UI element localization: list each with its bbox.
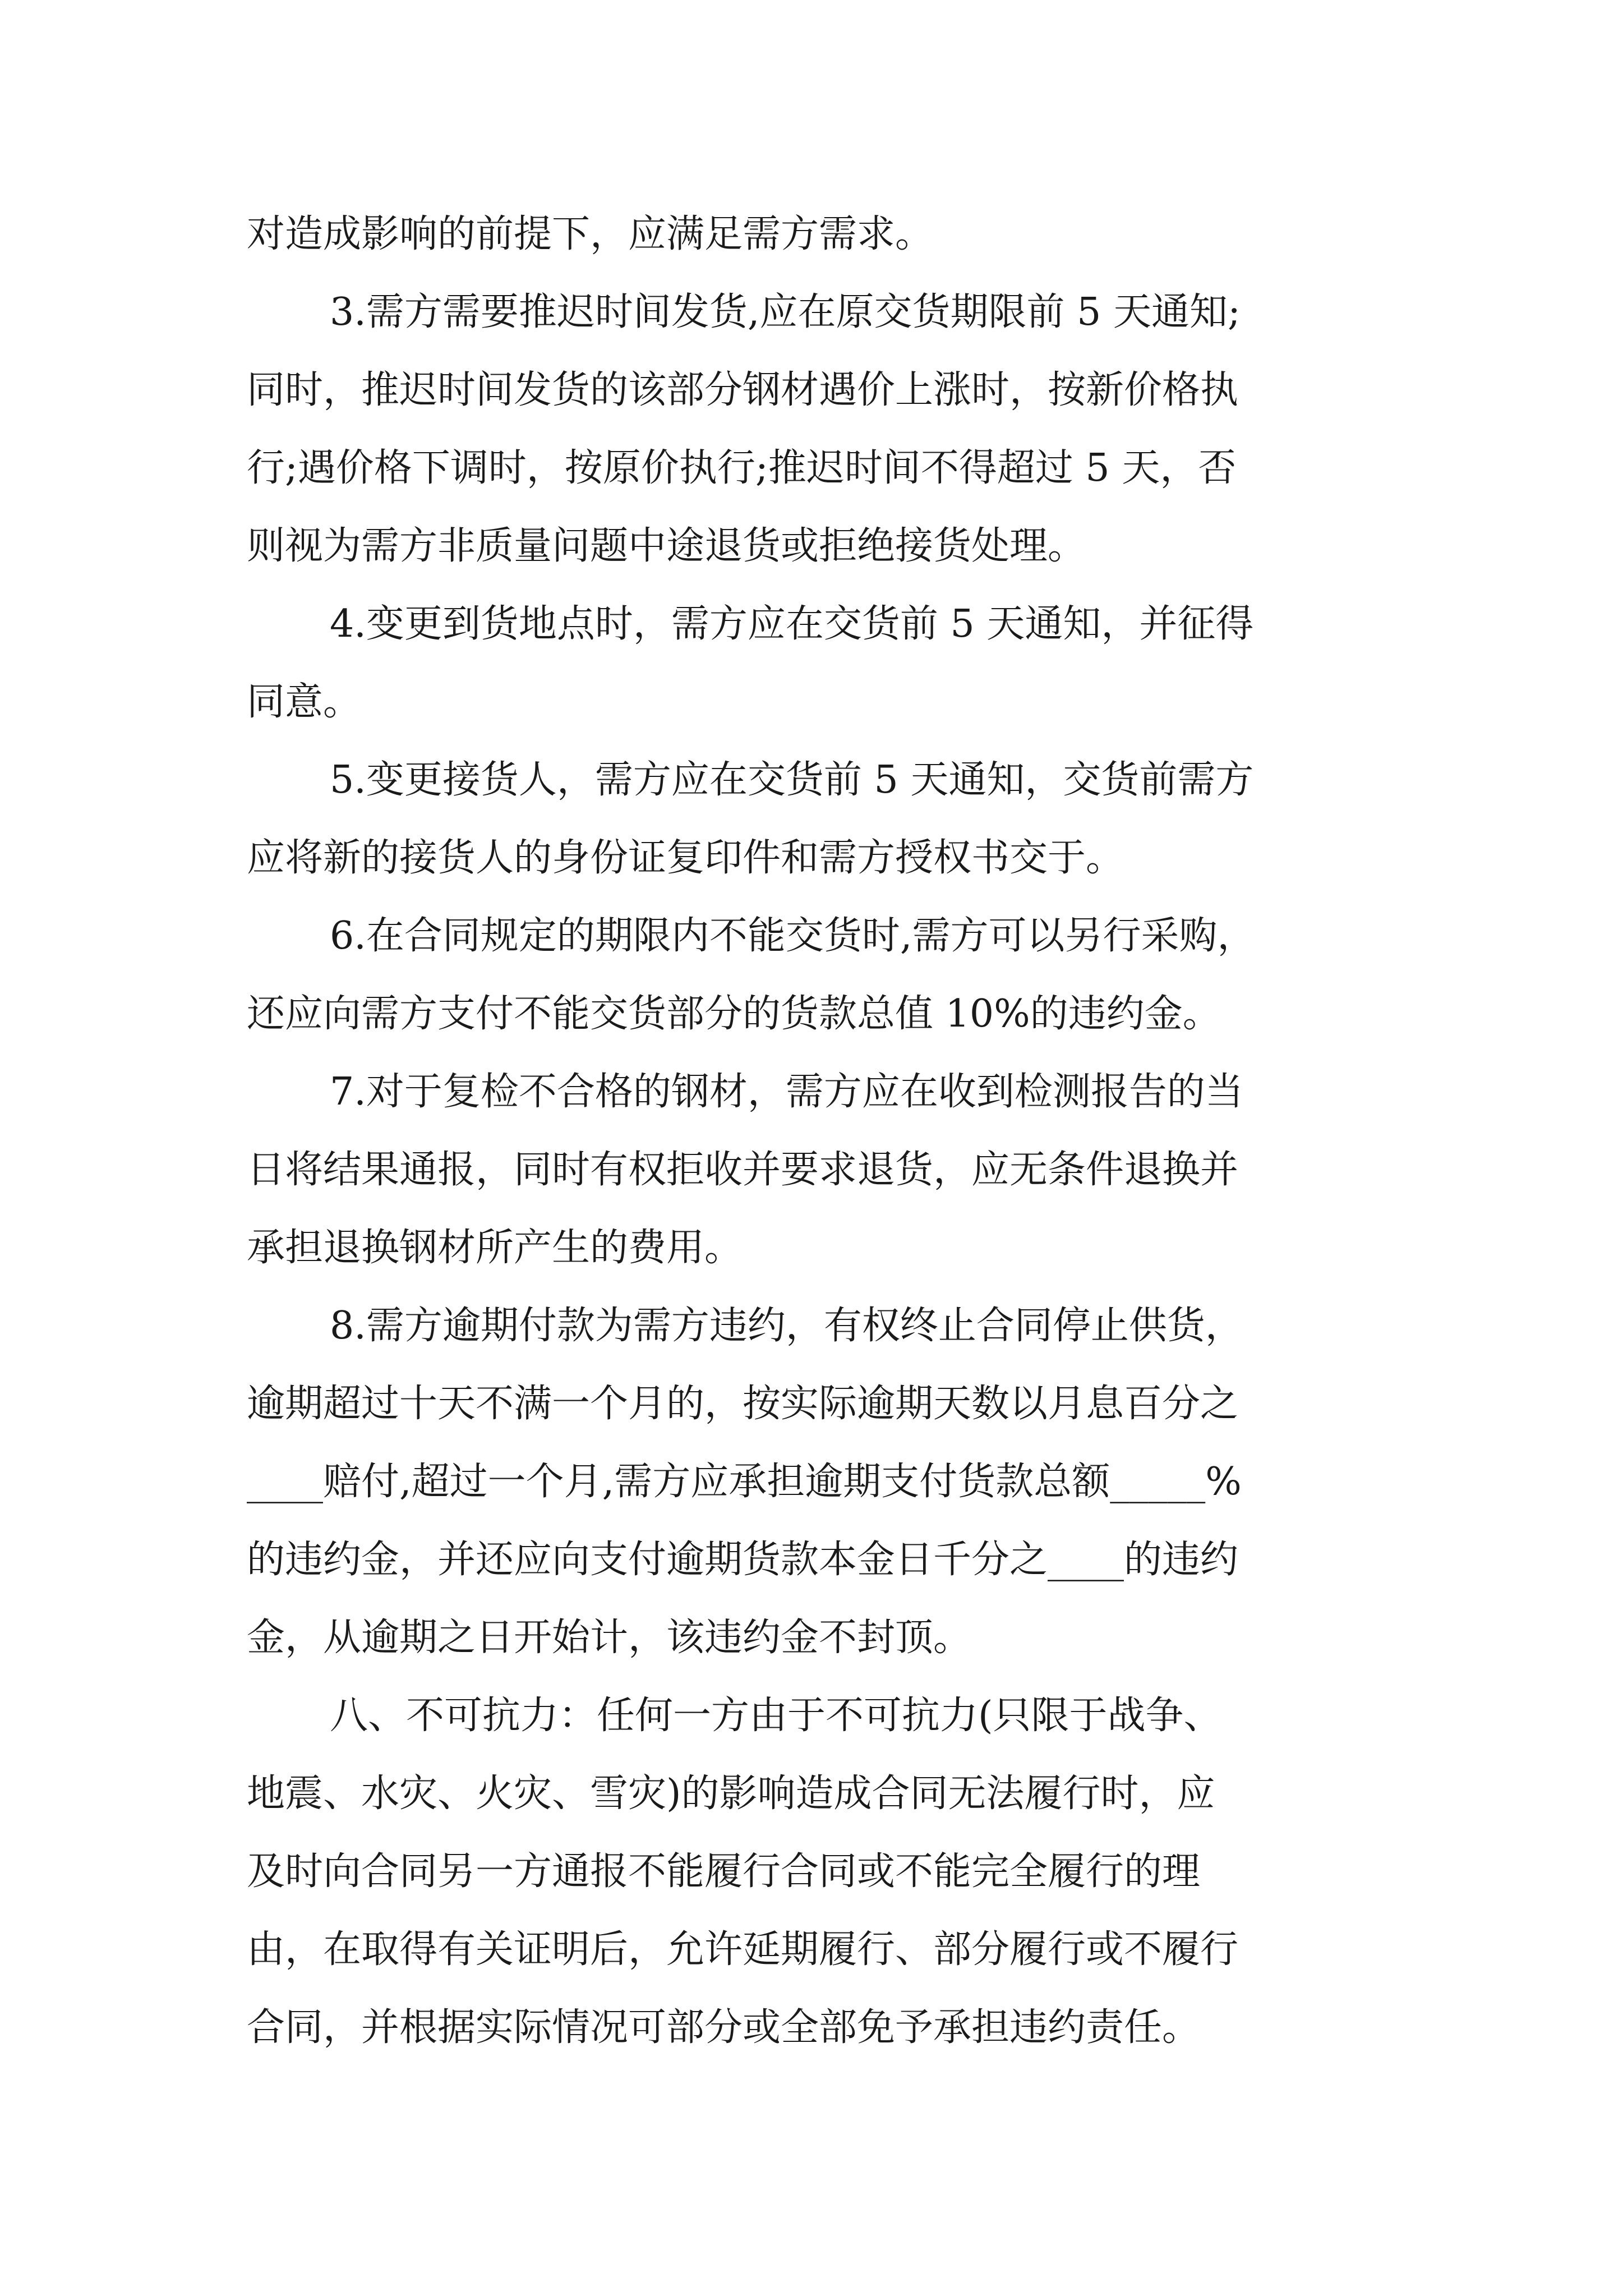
text-line: ____赔付,超过一个月,需方应承担逾期支付货款总额_____% [247,1460,1242,1504]
paragraph-item-5 [247,741,1380,897]
text-line: 合同，并根据实际情况可部分或全部免予承担违约责任。 [247,2005,1201,2050]
paragraph-continuation [247,195,1380,273]
text-line: 应将新的接货人的身份证复印件和需方授权书交于。 [247,836,1124,880]
text-line: 的违约金，并还应向支付逾期货款本金日千分之____的违约 [247,1538,1239,1582]
text-line: 金，从逾期之日开始计，该违约金不封顶。 [247,1616,972,1660]
text-line: 同意。 [247,680,362,724]
text-line: 行;遇价格下调时，按原价执行;推迟时间不得超过 5 天，否 [247,446,1237,490]
text-line: 逾期超过十天不满一个月的，按实际逾期天数以月息百分之 [247,1382,1239,1426]
paragraph-item-8 [247,1287,1380,1677]
paragraph-item-6 [247,897,1380,1053]
text-line: 8.需方逾期付款为需方违约，有权终止合同停止供货， [330,1304,1243,1348]
text-line: 3.需方需要推迟时间发货,应在原交货期限前 5 天通知; [330,290,1241,334]
paragraph-item-4 [247,585,1380,741]
text-line: 7.对于复检不合格的钢材，需方应在收到检测报告的当 [330,1070,1243,1114]
text-line: 5.变更接货人，需方应在交货前 5 天通知，交货前需方 [330,758,1254,802]
text-line: 及时向合同另一方通报不能履行合同或不能完全履行的理 [247,1849,1201,1894]
paragraph-item-3 [247,273,1380,585]
text-line: 八、不可抗力：任何一方由于不可抗力(只限于战争、 [330,1694,1222,1738]
text-line: 6.在合同规定的期限内不能交货时,需方可以另行采购， [330,914,1256,958]
paragraph-section-force-majeure [247,1677,1380,2067]
text-line: 日将结果通报，同时有权拒收并要求退货，应无条件退换并 [247,1148,1239,1192]
paragraph-item-7 [247,1053,1380,1287]
text-line: 由，在取得有关证明后，允许延期履行、部分履行或不履行 [247,1927,1239,1972]
text-line: 4.变更到货地点时，需方应在交货前 5 天通知，并征得 [330,602,1254,646]
text-line: 还应向需方支付不能交货部分的货款总值 10%的违约金。 [247,992,1221,1036]
text-line: 则视为需方非质量问题中途退货或拒绝接货处理。 [247,524,1086,568]
text-line: 对造成影响的前提下，应满足需方需求。 [247,212,934,256]
text-line: 承担退换钢材所产生的费用。 [247,1226,743,1270]
document-body [247,195,1380,2067]
text-line: 同时，推迟时间发货的该部分钢材遇价上涨时，按新价格执 [247,368,1239,412]
text-line: 地震、水灾、火灾、雪灾)的影响造成合同无法履行时，应 [247,1772,1215,1816]
